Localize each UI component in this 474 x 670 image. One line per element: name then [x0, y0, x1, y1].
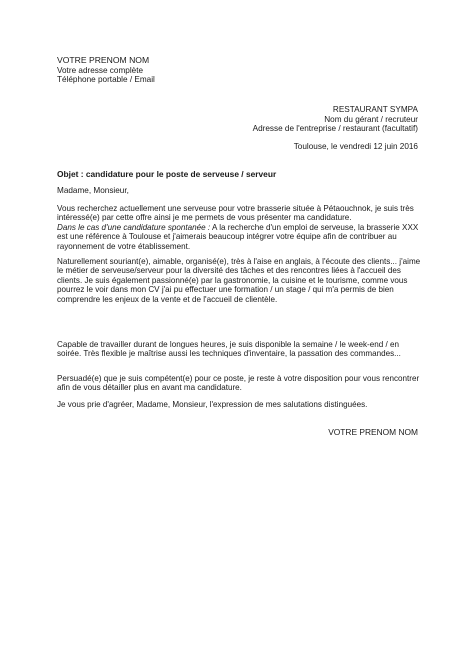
paragraph-closing [57, 374, 419, 393]
paragraph-line: afin de vous détailler plus en avant ma candidature. [57, 383, 242, 393]
paragraph-line: Je vous prie d'agréer, Madame, Monsieur, l'expression de mes salutations distinguées. [57, 400, 368, 409]
italic-note: Dans le cas d'une candidature spontanée : [57, 222, 211, 232]
letter-salutation: Madame, Monsieur, [57, 186, 129, 195]
sender-contact: Téléphone portable / Email [57, 75, 155, 85]
paragraph-line: intéressé(e) par cette offre ainsi je me permets de vous présenter ma candidature. [57, 213, 352, 223]
paragraph-line: le métier de serveuse/serveur pour la diversité des tâches et des rencontres liées à l'accueil des [57, 266, 401, 276]
paragraph-line: soirée. Très flexible je maîtrise aussi les techniques d'inventaire, la passation des commandes... [57, 349, 401, 359]
paragraph-line: pourrez le voir dans mon CV j'ai pu effectuer une formation / un stage / qui m'a permis de bien [57, 285, 394, 295]
signature-name: VOTRE PRENOM NOM [328, 427, 418, 437]
paragraph-line: rayonnement de votre établissement. [57, 241, 191, 251]
paragraph-line: comprendre les enjeux de la vente et de l'accueil de clientèle. [57, 294, 278, 304]
paragraph-line: Capable de travailler durant de longues heures, je suis disponible la semaine / le week-end / en [57, 340, 399, 349]
recipient-address: Adresse de l'entreprise / restaurant (facultatif) [252, 124, 418, 134]
paragraph-line [57, 223, 419, 232]
paragraph-line-rest: A la recherche d'un emploi de serveuse, la brasserie XXX [210, 222, 419, 232]
sender-name: VOTRE PRENOM NOM [57, 55, 150, 65]
letter-subject: Objet : candidature pour le poste de serveuse / serveur [57, 169, 277, 179]
paragraph-qualities [57, 257, 419, 304]
sender-address: Votre adresse complète [57, 65, 144, 75]
paragraph-line: est une référence à Toulouse et j'aimerais beaucoup intégrer votre équipe afin de contribuer au [57, 232, 397, 242]
recipient-company: RESTAURANT SYMPA [332, 105, 418, 114]
paragraph-line: clients. Je suis également passionné(e) par la gastronomie, la cuisine et le tourisme, comme vous [57, 275, 408, 285]
paragraph-line: Vous recherchez actuellement une serveuse pour votre brasserie située à Pétaouchnok, je suis très [57, 204, 414, 213]
recipient-manager: Nom du gérant / recruteur [324, 114, 418, 124]
paragraph-availability [57, 340, 419, 359]
paragraph-line: Persuadé(e) que je suis compétent(e) pour ce poste, je reste à votre disposition pour vous rencontrer [57, 374, 420, 383]
letter-date: Toulouse, le vendredi 12 juin 2016 [293, 142, 418, 151]
paragraph-intro [57, 204, 419, 251]
sender-block [57, 56, 155, 85]
paragraph-line: Naturellement souriant(e), aimable, organisé(e), très à l'aise en anglais, à l'écoute des clients... j'aime [57, 257, 421, 266]
paragraph-politeness [57, 400, 419, 409]
recipient-block [253, 105, 418, 134]
